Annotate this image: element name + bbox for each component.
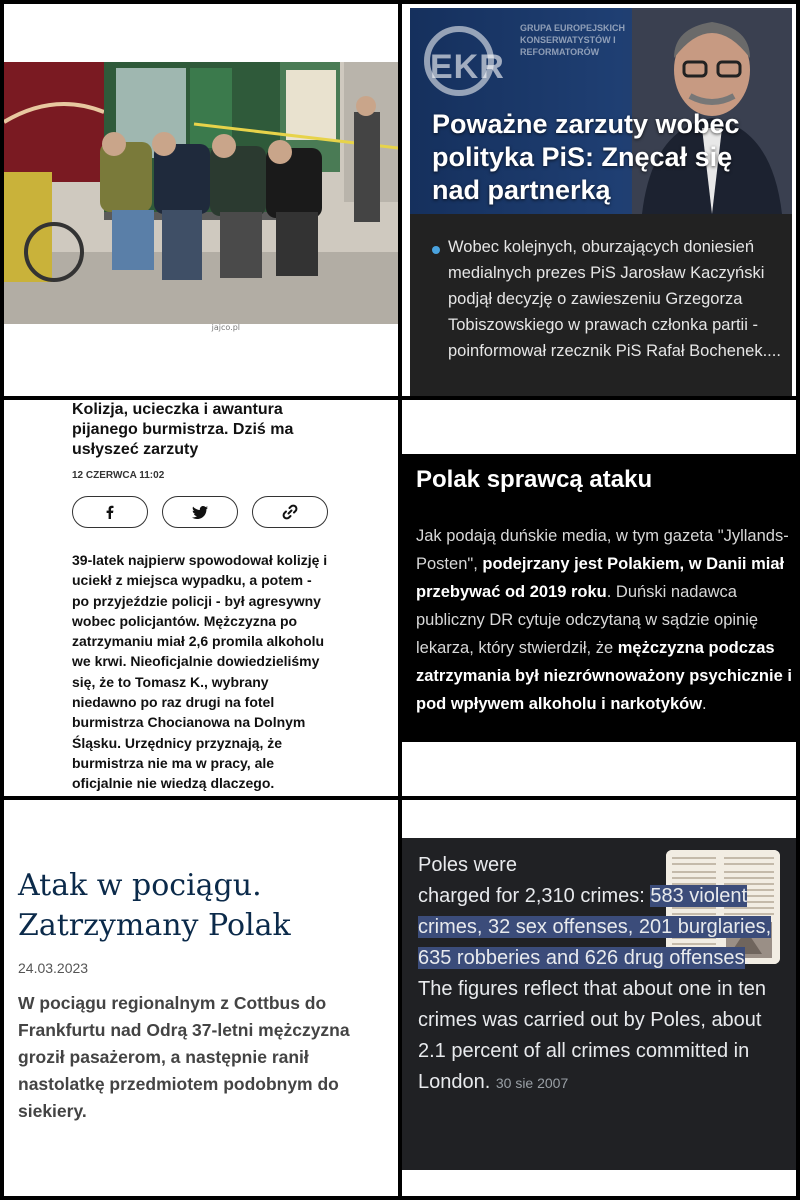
text-part: . The figures reflect that about one in ten crimes was carried out by Poles, about 2.1 percent of all crimes committed in London. [418, 947, 766, 1093]
headline[interactable]: Poważne zarzuty wobec polityka PiS: Znęcał się nad partnerką [432, 109, 740, 205]
text-part: Poles were charged for 2,310 crimes: [418, 854, 651, 907]
article-date: 12 CZERWCA 11:02 [72, 470, 165, 481]
article-pociag [4, 800, 398, 1196]
article-date: 24.03.2023 [18, 960, 89, 976]
photo-credit: jajco.pl [211, 323, 240, 332]
share-facebook-button[interactable] [72, 496, 148, 528]
text-bold: podejrzany jest Polakiem, w Danii miał przebywać od 2019 roku [416, 555, 785, 601]
search-snippet [402, 800, 796, 1196]
article-dania [402, 400, 796, 796]
link-icon [282, 504, 298, 520]
article-title[interactable]: Kolizja, ucieczka i awantura pijanego burmistrza. Dziś ma usłyszeć zarzuty [72, 401, 294, 458]
highlighted-text: 583 violent crimes, 32 sex offenses, 201 burglaries, 635 robberies and 626 drug offenses [418, 885, 772, 969]
dark-card [402, 454, 796, 742]
article-body: 39-latek najpierw spowodował kolizję i uciekł z miejsca wypadku, a potem - po przyjeździe policji - był agresywny wobec policjantów. Mężczyzna po zatrzymaniu miał 2,6 promila alkoholu we krwi. Nieoficjalnie dowiedzieliśmy się, że to Tomasz K., wybrany niedawno po raz drugi na fotel burmistrza Chocianowa na Dolnym Śląsku. Urzędnicy przyznają, że burmistrza nie ma w pracy, ale oficjalnie nie wiedzą dlaczego. [72, 552, 328, 792]
thumb-spacer [526, 850, 778, 851]
bullet-icon [432, 246, 440, 254]
snippet-date: 30 sie 2007 [495, 1075, 569, 1091]
card-heading: Polak sprawcą ataku [416, 466, 653, 493]
lead-box [410, 214, 792, 396]
twitter-icon [192, 506, 208, 519]
share-link-button[interactable] [252, 496, 328, 528]
lead-text: Wobec kolejnych, oburzających doniesień medialnych prezes PiS Jarosław Kaczyński podjął decyzję o zawieszeniu Grzegorza Tobiszowskiego w prawach członka partii - poinformował rzecznik PiS Rafał Bochenek.... [448, 238, 781, 360]
snippet-card [402, 838, 796, 1170]
article-title[interactable]: Atak w pociągu. Zatrzymany Polak [18, 868, 291, 943]
news-card-pis [402, 4, 796, 396]
snippet-text [418, 850, 778, 1099]
article-lead: W pociągu regionalnym z Cottbus do Frankfurtu nad Odrą 37-letni mężczyzna groził pasażerom, a następnie ranił nastolatkę przedmiotem podobnym do siekiery. [18, 993, 350, 1121]
text-part: . [702, 695, 707, 713]
text-bold: mężczyzna podczas zatrzymania był niezrównoważony psychicznie i pod wpływem alkoholu i narkotyków [416, 639, 792, 713]
article-burmistrz [4, 400, 398, 796]
card-text [416, 522, 794, 718]
ekr-logo-subtitle: GRUPA EUROPEJSKICH KONSERWATYSTÓW I REFORMATORÓW [520, 23, 626, 57]
text-part: Jak podają duńskie media, w tym gazeta "Jyllands-Posten", [416, 527, 789, 573]
hero-image [410, 8, 792, 214]
facebook-icon [104, 505, 116, 519]
ekr-logo: EKR [430, 48, 505, 86]
news-photo [4, 62, 398, 324]
share-twitter-button[interactable] [162, 496, 238, 528]
text-part: . Duński nadawca publiczny DR cytuje odczytaną w sądzie opinię lekarza, który stwierdził, że [416, 583, 759, 657]
photo-panel [4, 4, 398, 396]
